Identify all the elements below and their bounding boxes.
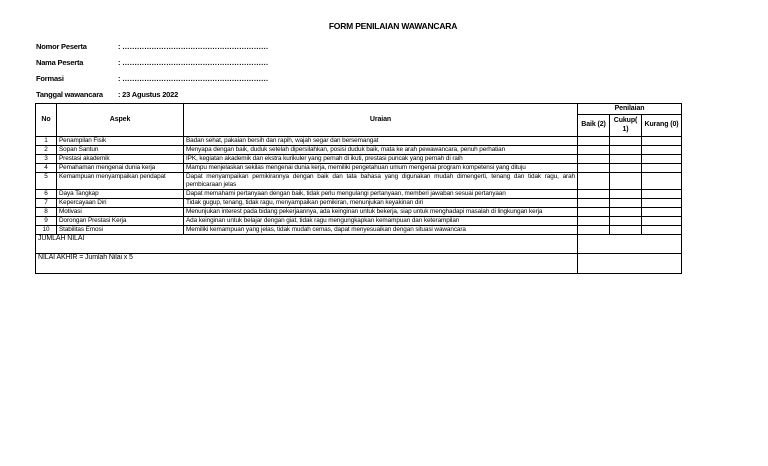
field-value: : …………………………………………………… [118,74,269,83]
score-baik-cell[interactable] [578,155,610,164]
field-label: Nomor Peserta [36,42,87,51]
row-aspek: Prestasi akademik [57,155,184,164]
row-no: 5 [36,173,57,190]
row-aspek: Sopan Santun [57,146,184,155]
score-baik-cell[interactable] [578,164,610,173]
field-value: : …………………………………………………… [118,42,269,51]
field-nama-peserta [36,58,268,67]
score-cukup-cell[interactable] [610,217,642,226]
row-no: 2 [36,146,57,155]
row-aspek: Motivasi [57,208,184,217]
row-aspek: Kepercayaan Diri [57,199,184,208]
nilai-akhir-row [36,254,682,274]
table-row [36,137,682,146]
score-cukup-cell[interactable] [610,173,642,190]
nilai-akhir-label: NILAI AKHIR = Jumlah Nilai x 5 [36,254,578,274]
row-aspek: Stabilitas Emosi [57,226,184,235]
header-baik: Baik (2) [578,115,610,137]
row-uraian: Tidak gugup, tenang, tidak ragu, menyampaikan pemikiran, menunjukan keyakinan diri [184,199,578,208]
header-no: No [36,104,57,137]
row-uraian: Mampu menjelaskan sekilas mengenai dunia kerja, memiliki pengetahuan umum mengenai program kompetensi yang dituju [184,164,578,173]
header-penilaian: Penilaian [578,104,682,115]
field-formasi [36,74,268,83]
score-baik-cell[interactable] [578,226,610,235]
score-cukup-cell[interactable] [610,199,642,208]
table-row [36,146,682,155]
jumlah-nilai-value[interactable] [578,235,682,254]
score-kurang-cell[interactable] [642,155,682,164]
row-uraian: Menyapa dengan baik, duduk setelah dipersilahkan, posisi duduk baik, mata ke arah pewawancara, penuh perhatian [184,146,578,155]
score-kurang-cell[interactable] [642,146,682,155]
score-kurang-cell[interactable] [642,137,682,146]
table-row [36,164,682,173]
row-aspek: Kemampuan menyampaikan pendapat [57,173,184,190]
score-cukup-cell[interactable] [610,226,642,235]
header-kurang: Kurang (0) [642,115,682,137]
row-no: 9 [36,217,57,226]
row-aspek: Dorongan Prestasi Kerja [57,217,184,226]
score-kurang-cell[interactable] [642,226,682,235]
row-uraian: Memiliki kemampuan yang jelas, tidak mudah cemas, dapat menyesuaikan dengan situasi wawancara [184,226,578,235]
field-value: : …………………………………………………… [118,58,269,67]
score-cukup-cell[interactable] [610,190,642,199]
table-row [36,190,682,199]
field-tanggal-wawancara [36,90,178,99]
field-value: : 23 Agustus 2022 [118,90,179,99]
header-cukup: Cukup( 1) [610,115,642,137]
score-cukup-cell[interactable] [610,208,642,217]
field-label: Tanggal wawancara [36,90,103,99]
table-row [36,173,682,190]
table-row [36,226,682,235]
row-aspek: Pemahaman mengenai dunia kerja [57,164,184,173]
header-uraian: Uraian [184,104,578,137]
row-no: 4 [36,164,57,173]
table-row [36,217,682,226]
field-label: Nama Peserta [36,58,84,67]
row-no: 3 [36,155,57,164]
row-uraian: Dapat memahami pertanyaan dengan baik, tidak perlu mengulangi pertanyaan, memberi jawaban sesuai pertanyaan [184,190,578,199]
score-kurang-cell[interactable] [642,208,682,217]
score-kurang-cell[interactable] [642,190,682,199]
row-uraian: Badan sehat, pakaian bersih dan rapih, wajah segar dan bersemangat [184,137,578,146]
jumlah-nilai-label: JUMLAH NILAI [36,235,578,254]
score-baik-cell[interactable] [578,137,610,146]
row-uraian: Dapat menyampaikan pemikirannya dengan baik dan tata bahasa yang digunakan mudah dimengerti, tenang dan tidak ragu, arah pembicaraan jelas [184,173,578,190]
score-kurang-cell[interactable] [642,173,682,190]
row-no: 6 [36,190,57,199]
form-title: FORM PENILAIAN WAWANCARA [328,21,458,31]
assessment-table [35,103,682,274]
score-baik-cell[interactable] [578,208,610,217]
score-kurang-cell[interactable] [642,217,682,226]
score-cukup-cell[interactable] [610,164,642,173]
score-cukup-cell[interactable] [610,155,642,164]
row-no: 10 [36,226,57,235]
nilai-akhir-value[interactable] [578,254,682,274]
row-aspek: Penampilan Fisik [57,137,184,146]
table-row [36,199,682,208]
table-row [36,208,682,217]
row-no: 1 [36,137,57,146]
row-uraian: Ada keinginan untuk belajar dengan giat, tidak ragu mengungkapkan kemampuan dan keterampilan [184,217,578,226]
row-no: 8 [36,208,57,217]
score-baik-cell[interactable] [578,146,610,155]
score-baik-cell[interactable] [578,190,610,199]
row-no: 7 [36,199,57,208]
score-baik-cell[interactable] [578,173,610,190]
score-baik-cell[interactable] [578,217,610,226]
score-baik-cell[interactable] [578,199,610,208]
score-cukup-cell[interactable] [610,137,642,146]
score-cukup-cell[interactable] [610,146,642,155]
field-nomor-peserta [36,42,268,51]
row-aspek: Daya Tangkap [57,190,184,199]
header-aspek: Aspek [57,104,184,137]
score-kurang-cell[interactable] [642,164,682,173]
field-label: Formasi [36,74,64,83]
table-row [36,155,682,164]
score-kurang-cell[interactable] [642,199,682,208]
row-uraian: IPK, kegiatan akademik dan ekstra kurikuler yang pernah di ikuti, prestasi puncak yang pernah di raih [184,155,578,164]
jumlah-nilai-row [36,235,682,254]
row-uraian: Menunjukan interest pada bidang pekerjaannya, ada keinginan untuk bekerja, siap untuk menghadapi masalah di lingkungan kerja [184,208,578,217]
